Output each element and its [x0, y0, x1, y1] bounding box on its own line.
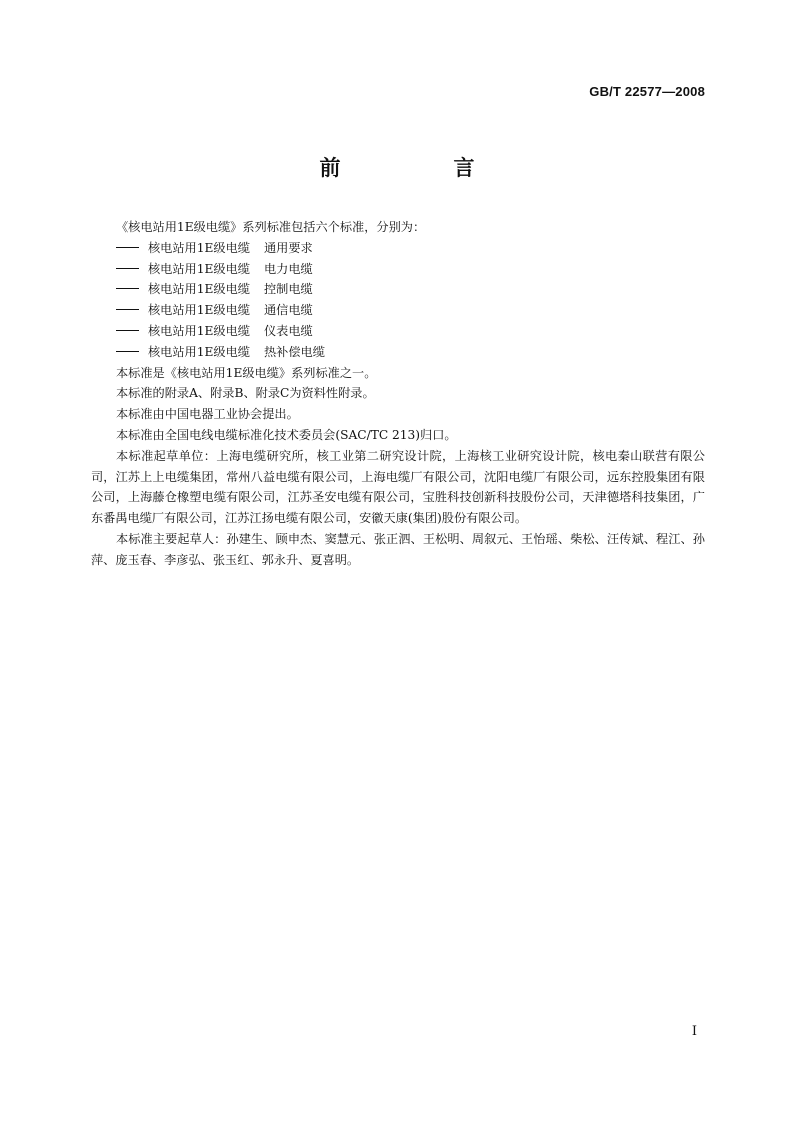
- series-item-name: 核电站用1E级电缆: [148, 344, 250, 359]
- list-item: [91, 279, 705, 300]
- intro-paragraph: 《核电站用1E级电缆》系列标准包括六个标准，分别为：: [116, 220, 426, 234]
- list-item: [91, 300, 705, 321]
- proposed-by-paragraph: 本标准由中国电器工业协会提出。: [116, 407, 299, 422]
- series-item-subtitle: 热补偿电缆: [263, 344, 325, 359]
- dash-mark: [116, 268, 139, 269]
- series-item-subtitle: 仪表电缆: [263, 323, 313, 338]
- dash-mark: [116, 288, 139, 289]
- series-statement-paragraph: 本标准是《核电站用1E级电缆》系列标准之一。: [116, 365, 377, 380]
- standard-code: GB/T 22577—2008: [589, 84, 705, 99]
- centralized-by-paragraph: 本标准由全国电线电缆标准化技术委员会(SAC/TC 213)归口。: [116, 427, 457, 442]
- series-item-subtitle: 控制电缆: [263, 282, 313, 297]
- series-item-name: 核电站用1E级电缆: [148, 323, 250, 338]
- page-title: 前 言: [319, 156, 521, 180]
- series-item-subtitle: 电力电缆: [263, 261, 313, 276]
- series-item-subtitle: 通用要求: [263, 240, 313, 255]
- list-item: [91, 259, 705, 280]
- list-item: [91, 321, 705, 342]
- drafters-paragraph: 本标准主要起草人：孙建生、顾申杰、窦慧元、张正泗、王松明、周叙元、王怡瑶、柴松、汪传斌、程江、孙萍、庞玉春、李彦弘、张玉红、郭永升、夏喜明。: [91, 531, 705, 567]
- dash-mark: [116, 330, 139, 331]
- list-item: [91, 342, 705, 363]
- drafting-units-paragraph: 本标准起草单位：上海电缆研究所，核工业第二研究设计院，上海核工业研究设计院，核电秦山联营有限公司，江苏上上电缆集团，常州八益电缆有限公司，上海电缆厂有限公司，沈阳电缆厂有限公司，远东控股集团有限公司，上海藤仓橡塑电缆有限公司，江苏圣安电缆有限公司，宝胜科技创新科技股份公司，天津德塔科技集团，广东番禺电缆厂有限公司，江苏江扬电缆有限公司，安徽天康(集团)股份有限公司。: [91, 448, 705, 526]
- list-item: [91, 238, 705, 259]
- series-item-name: 核电站用1E级电缆: [148, 261, 250, 276]
- dash-mark: [116, 309, 139, 310]
- annex-paragraph: 本标准的附录A、附录B、附录C为资料性附录。: [116, 386, 375, 401]
- series-item-name: 核电站用1E级电缆: [148, 240, 250, 255]
- page-number: I: [691, 1024, 697, 1039]
- foreword-body: [91, 217, 705, 571]
- series-item-name: 核电站用1E级电缆: [148, 303, 250, 318]
- dash-mark: [116, 247, 139, 248]
- series-item-subtitle: 通信电缆: [263, 303, 313, 318]
- series-item-name: 核电站用1E级电缆: [148, 282, 250, 297]
- dash-mark: [116, 351, 139, 352]
